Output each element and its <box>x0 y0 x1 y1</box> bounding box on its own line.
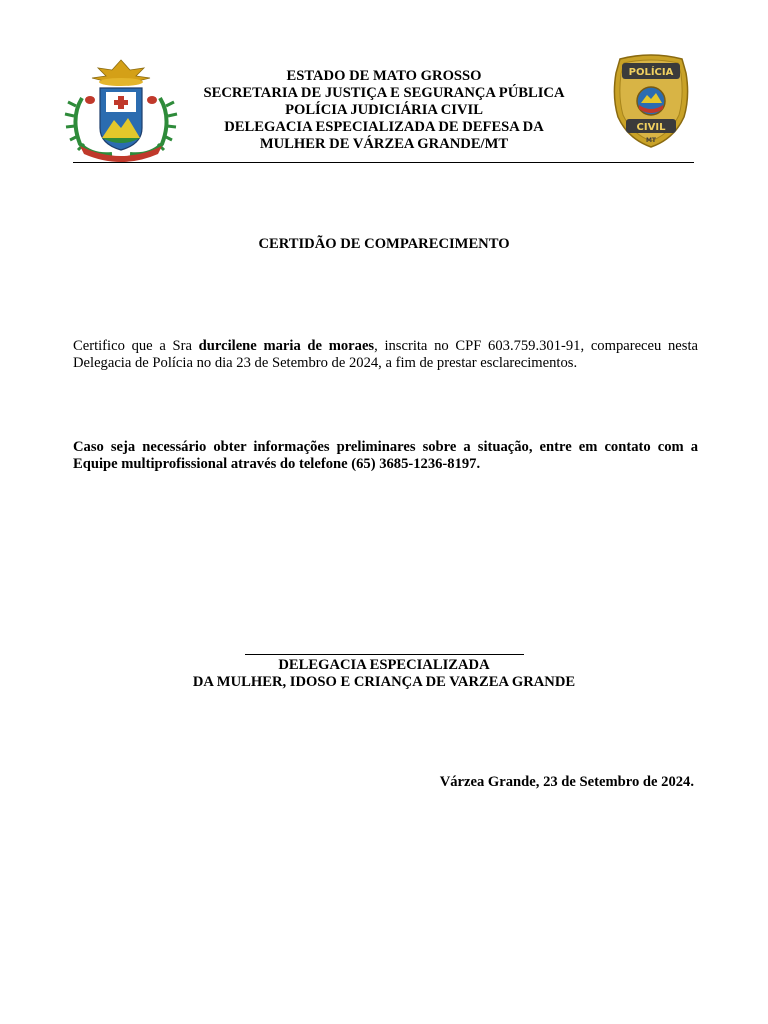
signature-block <box>0 657 768 691</box>
header-divider <box>73 162 694 163</box>
certificate-text-end: , inscrita no CPF 603.759.301-91, compareceu nesta Delegacia de Polícia no dia 23 de Setembro de 2024, a fim de prestar esclarecimentos. <box>73 338 698 371</box>
letterhead <box>170 68 598 153</box>
person-name: durcilene maria de moraes <box>198 338 375 354</box>
certificate-paragraph <box>73 338 698 372</box>
signature-line-2: DA MULHER, IDOSO E CRIANÇA DE VARZEA GRANDE <box>192 674 576 690</box>
contact-notice: Caso seja necessário obter informações preliminares sobre a situação, entre em contato com a Equipe multiprofissional através do telefone (65) 3685-1236-8197. <box>73 439 698 472</box>
svg-text:CIVIL: CIVIL <box>636 122 666 133</box>
signature-line <box>245 654 524 655</box>
header-department-city: MULHER DE VÁRZEA GRANDE/MT <box>259 136 509 152</box>
signature-line-1: DELEGACIA ESPECIALIZADA <box>278 657 490 673</box>
certificate-text-start: Certifico que a Sra <box>73 338 199 354</box>
policia-civil-badge-icon <box>612 53 690 149</box>
mato-grosso-coat-of-arms-icon <box>62 58 180 162</box>
document-title: CERTIDÃO DE COMPARECIMENTO <box>258 236 510 252</box>
header-police: POLÍCIA JUDICIÁRIA CIVIL <box>285 102 483 118</box>
header-secretariat: SECRETARIA DE JUSTIÇA E SEGURANÇA PÚBLICA <box>203 85 565 101</box>
header-department: DELEGACIA ESPECIALIZADA DE DEFESA DA <box>224 119 544 135</box>
document-date: Várzea Grande, 23 de Setembro de 2024. <box>439 774 694 790</box>
svg-text:POLÍCIA: POLÍCIA <box>628 67 674 78</box>
svg-text:MT: MT <box>645 137 657 144</box>
header-state: ESTADO DE MATO GROSSO <box>286 68 482 84</box>
